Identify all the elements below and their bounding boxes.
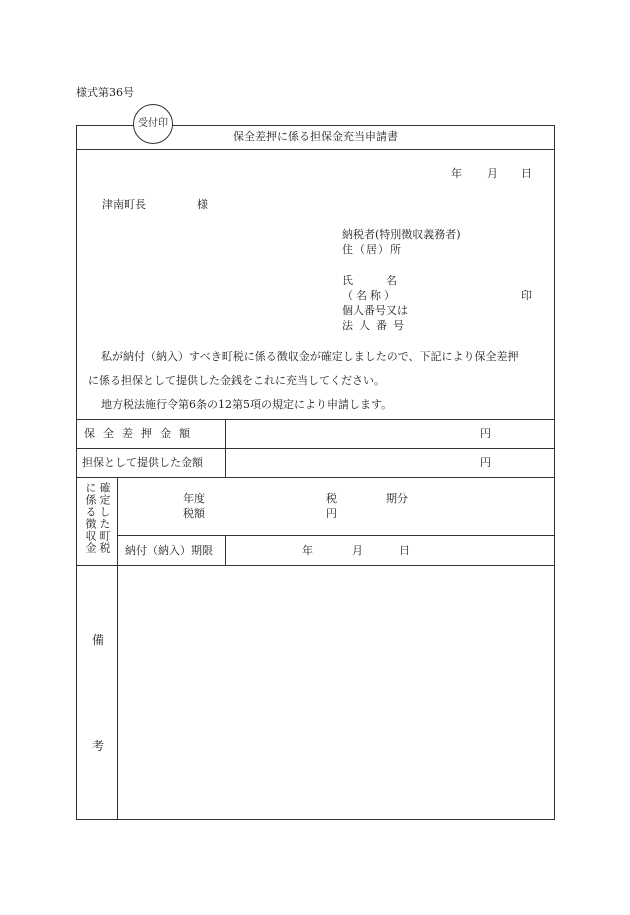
label-col-divider xyxy=(117,477,118,820)
form-title: 保全差押に係る担保金充当申請書 xyxy=(233,130,398,143)
applicant-number-label-1: 個人番号又は xyxy=(342,304,408,317)
applicant-name-sub-label: （名称） xyxy=(342,289,398,302)
deadline-year: 年 xyxy=(302,544,313,557)
date-day: 日 xyxy=(521,167,532,180)
deadline-label: 納付（納入）期限 xyxy=(125,544,213,557)
title-divider xyxy=(76,149,555,150)
body-line-3: 地方税法施行令第6条の12第5項の規定により申請します。 xyxy=(101,398,393,411)
addressee-name: 津南町長 xyxy=(102,198,146,211)
addressee-honorific: 様 xyxy=(197,198,208,211)
collateral-amount-yen: 円 xyxy=(480,456,491,469)
deadline-month: 月 xyxy=(352,544,363,557)
body-line-1: 私が納付（納入）すべき町税に係る徴収金が確定しましたので、下記により保全差押 xyxy=(101,350,519,363)
applicant-seal: 印 xyxy=(521,289,532,302)
applicant-name-label: 氏 名 xyxy=(342,274,397,287)
confirmed-tax-label-col2: に係る徴収金 xyxy=(84,482,97,554)
form-frame xyxy=(76,125,555,820)
confirmed-tax-label-col1: 確定した町税 xyxy=(98,482,111,554)
row-divider-4 xyxy=(76,565,555,566)
remarks-char-2: 考 xyxy=(92,739,105,753)
body-line-2: に係る担保として提供した金銭をこれに充当してください。 xyxy=(88,374,385,387)
applicant-number-label-2: 法人番号 xyxy=(342,319,410,332)
applicant-heading: 納税者(特別徴収義務者) xyxy=(342,228,461,241)
fiscal-year-label: 年度 xyxy=(183,492,205,505)
term-label: 期分 xyxy=(386,492,408,505)
deadline-day: 日 xyxy=(399,544,410,557)
row-divider-2 xyxy=(76,477,555,478)
row-divider-1 xyxy=(76,448,555,449)
body-divider xyxy=(76,419,555,420)
form-number: 様式第36号 xyxy=(76,86,134,99)
tax-label: 税 xyxy=(326,492,337,505)
seizure-amount-label: 保全差押金額 xyxy=(84,427,198,440)
row-divider-3 xyxy=(117,535,555,536)
deadline-col-divider xyxy=(225,535,226,565)
date-year: 年 xyxy=(451,167,462,180)
applicant-address-label: 住（居）所 xyxy=(342,243,402,256)
amount-col-divider xyxy=(225,419,226,477)
reception-stamp-label: 受付印 xyxy=(138,118,168,129)
date-month: 月 xyxy=(487,167,498,180)
seizure-amount-yen: 円 xyxy=(480,427,491,440)
tax-amount-yen: 円 xyxy=(326,507,337,520)
collateral-amount-label: 担保として提供した金額 xyxy=(82,456,203,469)
tax-amount-label: 税額 xyxy=(183,507,205,520)
remarks-char-1: 備 xyxy=(92,633,105,647)
